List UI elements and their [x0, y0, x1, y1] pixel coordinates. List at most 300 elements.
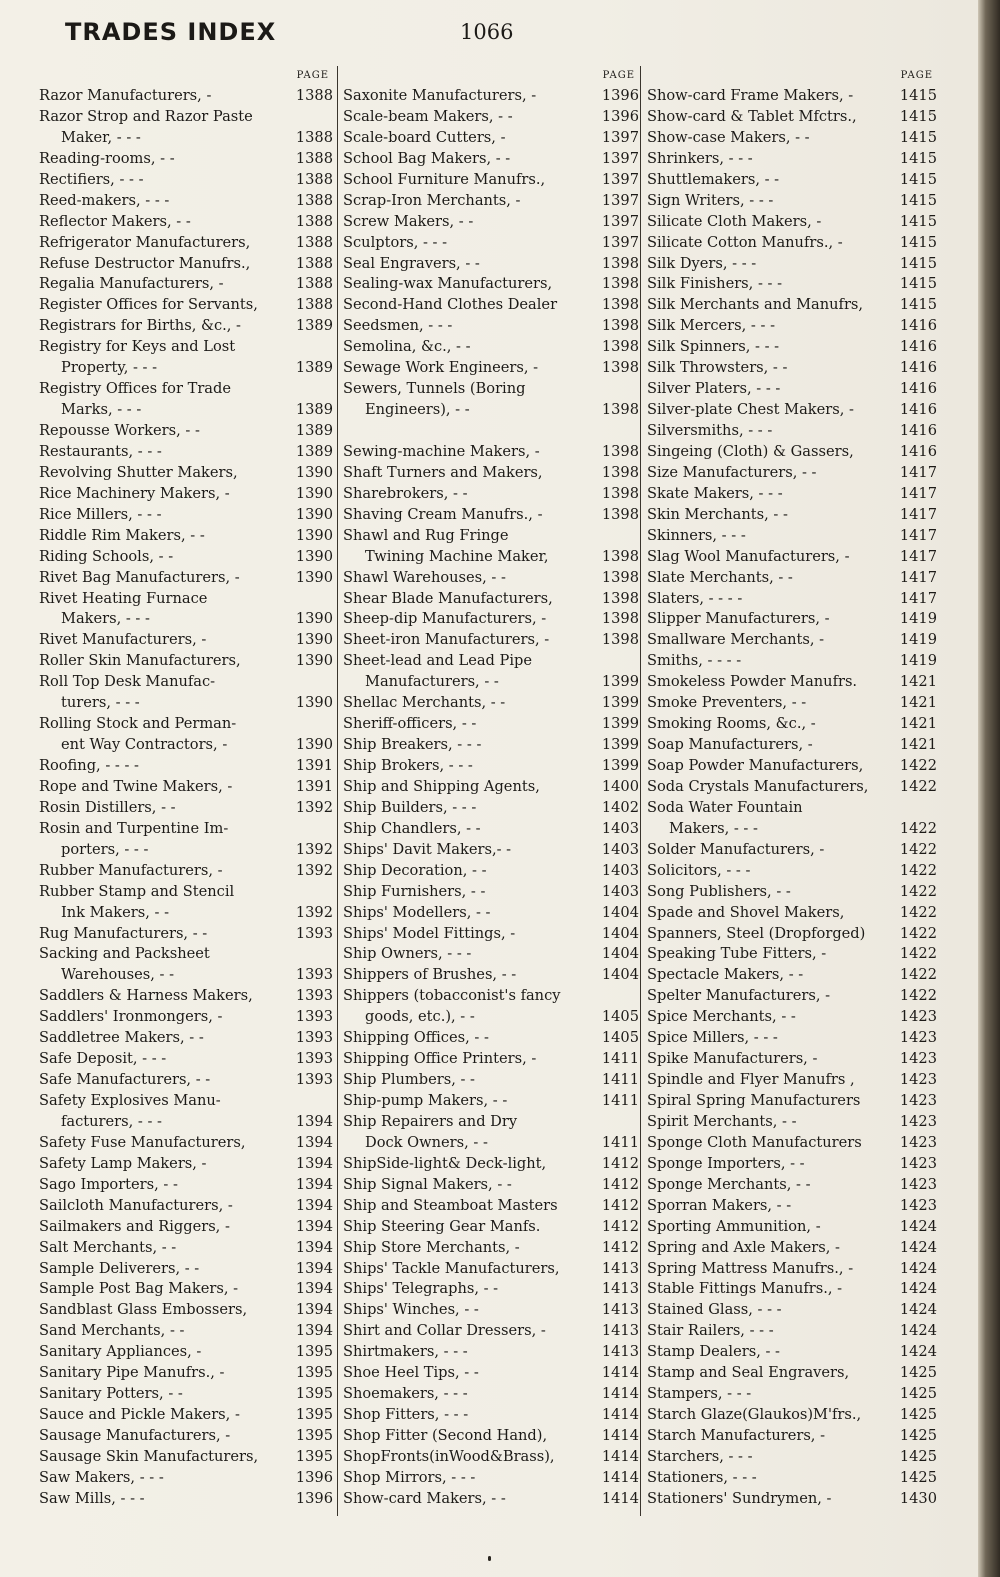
index-entry: [647, 337, 937, 358]
index-entry: [343, 107, 639, 128]
entry-page-number: 1414: [601, 1406, 639, 1424]
entry-page-number: 1412: [601, 1217, 639, 1235]
page-header: [65, 18, 925, 52]
entry-trade: Shippers of Brushes, - -: [343, 966, 517, 984]
entry-trade: Sponge Cloth Manufacturers: [647, 1133, 862, 1151]
print-mark: [488, 1556, 491, 1561]
entry-trade: Roller Skin Manufacturers,: [39, 652, 241, 670]
entry-page-number: 1394: [295, 1322, 333, 1340]
index-entry: [39, 609, 333, 630]
index-entry: [39, 505, 333, 526]
index-entry: [343, 1468, 639, 1489]
entry-page-number: 1423: [899, 1175, 937, 1193]
entry-trade: Salt Merchants, - -: [39, 1238, 177, 1256]
index-entry: [39, 1259, 333, 1280]
entry-trade: Starchers, - - -: [647, 1447, 753, 1465]
entry-trade: Stair Railers, - - -: [647, 1322, 774, 1340]
index-entry: [647, 191, 937, 212]
entry-page-number: 1390: [295, 547, 333, 565]
index-entry: [39, 777, 333, 798]
index-entry: [39, 840, 333, 861]
entry-page-number: 1417: [899, 589, 937, 607]
index-entry: [647, 589, 937, 610]
entry-page-number: 1393: [295, 924, 333, 942]
entry-page-number: 1425: [899, 1406, 937, 1424]
index-entry: [647, 1070, 937, 1091]
entry-trade: Sponge Importers, - -: [647, 1154, 805, 1172]
entry-page-number: 1394: [295, 1112, 333, 1130]
index-entry: [647, 1217, 937, 1238]
entry-page-number: 1423: [899, 1133, 937, 1151]
entry-trade: Rubber Stamp and Stencil: [39, 882, 235, 900]
index-entry: [647, 672, 937, 693]
entry-trade: Silicate Cotton Manufrs., -: [647, 233, 843, 251]
index-entry: [647, 840, 937, 861]
entry-trade: Scrap-Iron Merchants, -: [343, 191, 521, 209]
entry-page-number: 1391: [295, 757, 333, 774]
entry-trade: Razor Manufacturers, -: [39, 87, 212, 104]
entry-trade: Soda Crystals Manufacturers,: [647, 777, 869, 795]
index-entry: [647, 421, 937, 442]
entry-trade: Shop Fitter (Second Hand),: [343, 1427, 548, 1444]
entry-trade: Refuse Destructor Manufrs.,: [39, 254, 251, 272]
entry-page-number: 1388: [295, 87, 333, 104]
entry-page-number: 1393: [295, 1050, 333, 1068]
index-entry: [39, 128, 333, 149]
entry-page-number: 1398: [601, 505, 639, 523]
index-entry: [647, 1049, 937, 1070]
entry-trade: Sewing-machine Makers, -: [343, 442, 540, 460]
index-entry: [343, 589, 639, 610]
entry-trade: Rice Millers, - - -: [39, 505, 162, 523]
index-entry: [343, 442, 639, 463]
entry-trade: Skinners, - - -: [647, 526, 746, 544]
index-entry: [39, 1091, 333, 1112]
entry-page-number: 1395: [295, 1427, 333, 1444]
index-entry: [39, 819, 333, 840]
entry-page-number: 1422: [899, 987, 937, 1005]
entry-trade: Rosin Distillers, - -: [39, 798, 176, 816]
index-entry: [647, 1238, 937, 1259]
index-entry: [647, 1321, 937, 1342]
entry-trade: Spring Mattress Manufrs., -: [647, 1259, 854, 1277]
index-entry: [647, 1028, 937, 1049]
entry-trade: Saddletree Makers, - -: [39, 1029, 204, 1047]
index-entry: [39, 170, 333, 191]
index-entry: [343, 1342, 639, 1363]
entry-page-number: 1412: [601, 1238, 639, 1256]
entry-trade: Riddle Rim Makers, - -: [39, 526, 205, 544]
entry-page-number: 1394: [295, 1133, 333, 1151]
entry-trade: Silk Dyers, - - -: [647, 254, 757, 272]
index-entry: [39, 1405, 333, 1426]
entry-trade: Sponge Merchants, - -: [647, 1175, 811, 1193]
index-entry: [39, 358, 333, 379]
entry-page-number: 1397: [601, 149, 639, 167]
entry-page-number: 1424: [899, 1217, 937, 1235]
entry-trade: Reed-makers, - - -: [39, 191, 170, 209]
entry-trade: Shawl Warehouses, - -: [343, 568, 506, 586]
entry-page-number: 1389: [295, 422, 333, 439]
entry-trade: Sanitary Appliances, -: [39, 1343, 202, 1361]
entry-page-number: 1414: [601, 1385, 639, 1403]
entry-trade: Ships' Modellers, - -: [343, 903, 491, 921]
entry-trade: Engineers), - -: [365, 401, 470, 419]
entry-trade: Saxonite Manufacturers, -: [343, 87, 537, 104]
index-entry: [39, 212, 333, 233]
page-number: 1066: [460, 20, 514, 44]
entry-trade: Scale-board Cutters, -: [343, 128, 506, 146]
entry-page-number: 1417: [899, 568, 937, 586]
entry-trade: Repousse Workers, - -: [39, 422, 200, 439]
entry-page-number: 1422: [899, 966, 937, 984]
index-entry: [39, 798, 333, 819]
entry-trade: Reflector Makers, - -: [39, 212, 191, 230]
entry-page-number: 1423: [899, 1029, 937, 1047]
entry-trade: Seal Engravers, - -: [343, 254, 480, 272]
entry-trade: Ink Makers, - -: [61, 903, 170, 921]
entry-trade: Sporting Ammunition, -: [647, 1217, 821, 1235]
entry-trade: Registrars for Births, &c., -: [39, 317, 241, 335]
entry-page-number: 1421: [899, 736, 937, 754]
entry-page-number: 1425: [899, 1364, 937, 1382]
entry-page-number: 1398: [601, 317, 639, 335]
entry-trade: Rivet Bag Manufacturers, -: [39, 568, 240, 586]
entry-trade: Shipping Offices, - -: [343, 1029, 489, 1047]
entry-trade: Spade and Shovel Makers,: [647, 903, 845, 921]
entry-page-number: 1404: [601, 903, 639, 921]
index-entry: [39, 1468, 333, 1489]
entry-page-number: 1423: [899, 1092, 937, 1109]
entry-trade: Soap Manufacturers, -: [647, 736, 813, 754]
entry-page-number: 1425: [899, 1385, 937, 1403]
entry-page-number: 1424: [899, 1322, 937, 1340]
entry-page-number: 1388: [295, 212, 333, 230]
entry-trade: Silicate Cloth Makers, -: [647, 212, 822, 230]
entry-trade: Sanitary Pipe Manufrs., -: [39, 1364, 225, 1382]
entry-page-number: 1397: [601, 212, 639, 230]
entry-trade: Roll Top Desk Manufac-: [39, 673, 216, 691]
index-entry: [343, 254, 639, 275]
index-entry: [343, 1259, 639, 1280]
entry-trade: Starch Glaze(Glaukos)M'frs.,: [647, 1406, 862, 1424]
entry-page-number: 1423: [899, 1196, 937, 1214]
entry-trade: Slaters, - - - -: [647, 589, 743, 607]
entry-trade: Ship Chandlers, - -: [343, 819, 481, 837]
entry-trade: Slag Wool Manufacturers, -: [647, 547, 850, 565]
index-entry: [39, 568, 333, 589]
index-entry: [39, 714, 333, 735]
entry-trade: Spice Millers, - - -: [647, 1029, 778, 1047]
entry-page-number: 1398: [601, 442, 639, 460]
entry-page-number: 1393: [295, 1071, 333, 1089]
entry-page-number: 1398: [601, 631, 639, 649]
entry-page-number: 1415: [899, 87, 937, 104]
entry-trade: Ship Steering Gear Manfs.: [343, 1217, 541, 1235]
index-entry: [39, 672, 333, 693]
index-entry: [343, 819, 639, 840]
entry-trade: Manufacturers, - -: [365, 673, 499, 691]
index-entry: [39, 1363, 333, 1384]
index-entry: [39, 861, 333, 882]
index-entry: [343, 630, 639, 651]
index-entry: [647, 505, 937, 526]
index-entry: [647, 1196, 937, 1217]
entry-page-number: 1421: [899, 715, 937, 733]
entry-trade: Rug Manufacturers, - -: [39, 924, 208, 942]
entry-page-number: 1396: [295, 1468, 333, 1486]
index-entry: [39, 107, 333, 128]
entry-page-number: 1423: [899, 1154, 937, 1172]
index-entry: [343, 1154, 639, 1175]
entry-page-number: 1398: [601, 254, 639, 272]
entry-page-number: 1394: [295, 1175, 333, 1193]
index-entry: [39, 379, 333, 400]
entry-page-number: 1393: [295, 1008, 333, 1026]
entry-page-number: 1390: [295, 736, 333, 754]
index-entry: [343, 86, 639, 107]
index-entry: [343, 882, 639, 903]
entry-trade: Silk Spinners, - - -: [647, 338, 780, 356]
entry-page-number: 1403: [601, 882, 639, 900]
entry-page-number: 1388: [295, 275, 333, 293]
entry-page-number: 1416: [899, 442, 937, 460]
entry-trade: Rivet Manufacturers, -: [39, 631, 207, 649]
index-entry: [343, 903, 639, 924]
entry-trade: Second-Hand Clothes Dealer: [343, 296, 558, 314]
index-entry: [39, 1384, 333, 1405]
entry-page-number: 1390: [295, 463, 333, 481]
index-column-2: [343, 66, 639, 1510]
entry-page-number: 1389: [295, 317, 333, 335]
index-entry: [647, 944, 937, 965]
index-entry: [343, 924, 639, 945]
entry-trade: Ship-pump Makers, - -: [343, 1092, 508, 1109]
index-entry: [343, 1426, 639, 1447]
index-entry: [343, 861, 639, 882]
index-entry: [343, 191, 639, 212]
entry-page-number: 1413: [601, 1259, 639, 1277]
entry-trade: Speaking Tube Fitters, -: [647, 945, 827, 963]
entry-trade: Ship and Steamboat Masters: [343, 1196, 558, 1214]
entry-page-number: 1414: [601, 1489, 639, 1507]
index-entry: [343, 1321, 639, 1342]
entry-page-number: 1388: [295, 296, 333, 314]
entry-page-number: 1415: [899, 254, 937, 272]
entry-page-number: 1392: [295, 798, 333, 816]
entry-page-number: 1399: [601, 736, 639, 754]
entry-trade: Ship Brokers, - - -: [343, 757, 473, 774]
index-entry: [343, 505, 639, 526]
entry-trade: Ships' Davit Makers,- -: [343, 840, 512, 858]
entry-trade: Rolling Stock and Perman-: [39, 715, 237, 733]
index-entry: [39, 1028, 333, 1049]
entry-page-number: 1415: [899, 275, 937, 293]
entry-page-number: 1421: [899, 673, 937, 691]
entry-page-number: 1398: [601, 296, 639, 314]
entry-trade: Singeing (Cloth) & Gassers,: [647, 442, 854, 460]
index-entry: [647, 1091, 937, 1112]
index-entry: [39, 1007, 333, 1028]
entry-trade: Restaurants, - - -: [39, 442, 162, 460]
entry-trade: Solicitors, - - -: [647, 861, 751, 879]
index-entry: [647, 170, 937, 191]
index-entry: [343, 965, 639, 986]
entry-page-number: 1398: [601, 547, 639, 565]
index-entry: [647, 693, 937, 714]
entry-page-number: 1412: [601, 1196, 639, 1214]
entry-page-number: 1422: [899, 924, 937, 942]
entry-page-number: 1415: [899, 107, 937, 125]
entry-trade: Skin Merchants, - -: [647, 505, 788, 523]
index-entry: [647, 484, 937, 505]
column-divider: [337, 66, 338, 1516]
index-entry: [343, 149, 639, 170]
index-entry: [39, 254, 333, 275]
entry-page-number: 1422: [899, 777, 937, 795]
entry-trade: Safety Explosives Manu-: [39, 1092, 221, 1109]
entry-trade: Reading-rooms, - -: [39, 149, 175, 167]
index-entry: [343, 128, 639, 149]
entry-trade: Sign Writers, - - -: [647, 191, 774, 209]
index-entry: [39, 693, 333, 714]
index-entry: [343, 672, 639, 693]
entry-page-number: 1398: [601, 401, 639, 419]
index-entry: [647, 965, 937, 986]
index-entry: [343, 651, 639, 672]
index-entry: [647, 379, 937, 400]
entry-page-number: 1403: [601, 840, 639, 858]
entry-page-number: 1423: [899, 1050, 937, 1068]
index-entry: [39, 1321, 333, 1342]
entry-trade: Saw Makers, - - -: [39, 1468, 164, 1486]
index-entry: [39, 1196, 333, 1217]
entry-trade: Shipping Office Printers, -: [343, 1050, 537, 1068]
entry-page-number: 1388: [295, 170, 333, 188]
entry-trade: Show-case Makers, - -: [647, 128, 810, 146]
entry-trade: Sago Importers, - -: [39, 1175, 178, 1193]
index-entry: [343, 421, 639, 442]
entry-trade: Rivet Heating Furnace: [39, 589, 208, 607]
entry-page-number: 1396: [601, 107, 639, 125]
entry-page-number: 1404: [601, 945, 639, 963]
entry-trade: Sheet-lead and Lead Pipe: [343, 652, 533, 670]
index-entry: [39, 421, 333, 442]
index-entry: [647, 1363, 937, 1384]
entry-page-number: 1421: [899, 694, 937, 712]
index-entry: [39, 463, 333, 484]
index-entry: [647, 463, 937, 484]
entry-trade: Sausage Manufacturers, -: [39, 1427, 231, 1444]
index-entry: [343, 1091, 639, 1112]
entry-page-number: 1417: [899, 463, 937, 481]
entry-page-number: 1395: [295, 1406, 333, 1424]
entry-page-number: 1397: [601, 191, 639, 209]
index-entry: [39, 1238, 333, 1259]
column-header-page: PAGE: [602, 70, 635, 81]
entry-trade: Sailcloth Manufacturers, -: [39, 1196, 233, 1214]
index-entry: [647, 442, 937, 463]
entry-trade: Sand Merchants, - -: [39, 1322, 185, 1340]
index-entry: [39, 924, 333, 945]
index-entry: [343, 233, 639, 254]
entry-page-number: 1417: [899, 547, 937, 565]
entry-trade: Rubber Manufacturers, -: [39, 861, 223, 879]
entry-page-number: 1423: [899, 1071, 937, 1089]
index-entry: [647, 609, 937, 630]
entry-page-number: 1398: [601, 484, 639, 502]
entry-page-number: 1404: [601, 966, 639, 984]
index-entry: [343, 212, 639, 233]
index-entry: [39, 651, 333, 672]
entry-trade: Sculptors, - - -: [343, 233, 448, 251]
entry-page-number: 1399: [601, 715, 639, 733]
index-entry: [647, 651, 937, 672]
entry-page-number: 1419: [899, 631, 937, 649]
index-entry: [343, 1028, 639, 1049]
index-entry: [647, 212, 937, 233]
entry-page-number: 1388: [295, 149, 333, 167]
index-entry: [647, 1007, 937, 1028]
entry-trade: Saddlers' Ironmongers, -: [39, 1008, 223, 1026]
entry-trade: Sample Deliverers, - -: [39, 1259, 200, 1277]
index-entry: [647, 1468, 937, 1489]
entry-trade: Dock Owners, - -: [365, 1133, 488, 1151]
index-entry: [343, 1363, 639, 1384]
entry-trade: ShipSide-light& Deck-light,: [343, 1154, 547, 1172]
index-entry: [343, 400, 639, 421]
entry-trade: Silversmiths, - - -: [647, 422, 773, 439]
entry-trade: Ships' Winches, - -: [343, 1301, 479, 1319]
entry-trade: Sporran Makers, - -: [647, 1196, 792, 1214]
entry-trade: Smoke Preventers, - -: [647, 694, 807, 712]
index-entry: [343, 944, 639, 965]
entry-page-number: 1394: [295, 1196, 333, 1214]
entry-trade: Ship Plumbers, - -: [343, 1071, 475, 1089]
index-entry: [39, 944, 333, 965]
page-title: TRADES INDEX: [65, 18, 277, 46]
entry-trade: Show-card Frame Makers, -: [647, 87, 854, 104]
entry-page-number: 1422: [899, 757, 937, 774]
entry-page-number: 1422: [899, 882, 937, 900]
index-entry: [647, 798, 937, 819]
index-entry: [39, 337, 333, 358]
index-entry: [343, 1447, 639, 1468]
index-entry: [647, 1175, 937, 1196]
entry-page-number: 1411: [601, 1133, 639, 1151]
entry-trade: Screw Makers, - -: [343, 212, 474, 230]
index-entry: [39, 756, 333, 777]
index-entry: [647, 149, 937, 170]
index-entry: [647, 1112, 937, 1133]
entry-trade: Show-card Makers, - -: [343, 1489, 506, 1507]
index-entry: [647, 861, 937, 882]
entry-page-number: 1389: [295, 401, 333, 419]
entry-page-number: 1419: [899, 652, 937, 670]
index-entry: [343, 1049, 639, 1070]
index-entry: [647, 986, 937, 1007]
column-divider: [640, 66, 641, 1516]
index-entry: [647, 630, 937, 651]
entry-page-number: 1414: [601, 1447, 639, 1465]
index-entry: [39, 274, 333, 295]
entry-page-number: 1394: [295, 1259, 333, 1277]
entry-trade: Shaving Cream Manufrs., -: [343, 505, 543, 523]
index-entry: [343, 568, 639, 589]
index-entry: [647, 1489, 937, 1510]
entry-page-number: 1417: [899, 505, 937, 523]
index-entry: [343, 1300, 639, 1321]
